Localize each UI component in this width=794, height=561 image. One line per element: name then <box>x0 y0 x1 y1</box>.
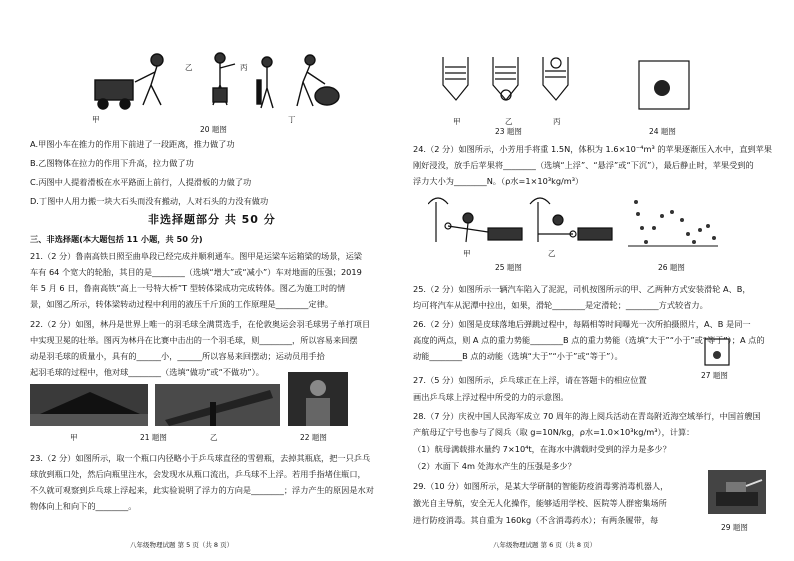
q28-line-2: 产航母辽宁号也参与了阅兵（取 g=10N/kg，ρ水=1.0×10³kg/m³），计算： <box>413 427 695 437</box>
q28-line-3: （1）航母满载排水量约 7×10⁴t，在海水中满载时受到的浮力是多少？ <box>413 444 671 454</box>
q26-line-1: 26.（2 分）如图是皮球落地后弹跳过程中，每隔相等时间曝光一次所拍摄照片，A、B 是同一 <box>413 319 751 329</box>
left-column <box>30 0 385 561</box>
q25-line-1: 25.（2 分）如图所示一辆汽车陷入了泥泥，司机按图所示的甲、乙两种方式安装滑轮 A、B， <box>413 284 751 294</box>
fig29-caption: 29 题图 <box>721 523 748 532</box>
q20-option-d: D.丁图中人用力搬一块大石头而没有搬动，人对石头的力没有做功 <box>30 196 269 206</box>
photo-girder-carrier <box>30 384 148 426</box>
right-column <box>413 0 773 561</box>
q20-option-b: B.乙图物体在拉力的作用下升高，拉力做了功 <box>30 158 194 168</box>
figure-20-illustration <box>85 50 345 120</box>
fig20-label-ding: 丁 <box>288 115 296 124</box>
photo-caption-22: 22 题图 <box>300 433 327 442</box>
fig23-label-yi: 乙 <box>505 117 513 126</box>
fig23-label-jia: 甲 <box>453 117 461 126</box>
photo-label-jia: 甲 <box>70 433 78 442</box>
q21-line-4: 景，如图乙所示，转体梁转动过程中利用的液压千斤顶的工作原理是________定律。 <box>30 299 333 309</box>
q27-line-1: 27.（5 分）如图所示，乒乓球正在上浮，请在答题卡的相应位置 <box>413 375 647 385</box>
section-subtitle: 三、非选择题(本大题包括 11 小题，共 50 分) <box>30 234 203 244</box>
photo-caption-21: 21 题图 <box>140 433 167 442</box>
q24-line-1: 24.（2 分）如图所示，小芳用手将重 1.5N，体积为 1.6×10⁻⁴m³ 的苹果逐渐压入水中，直到苹果 <box>413 144 772 154</box>
figure-23-bottles <box>438 55 588 115</box>
q21-line-1: 21.（2 分）鲁南高铁日照至曲阜段已经完成并顺利通车。图甲是运梁车运箱梁的场景，运梁 <box>30 251 362 261</box>
q25-line-2: 均可将汽车从泥潭中拉出，如果，滑轮________是定滑轮；________方式较省力。 <box>413 300 708 310</box>
fig20-caption: 20 题图 <box>200 125 227 134</box>
section-title: 非选择题部分 共 50 分 <box>148 213 276 226</box>
q20-option-a: A.甲图小车在推力的作用下前进了一段距离，推力做了功 <box>30 139 235 149</box>
q22-line-3: 动是羽毛球的质量小，具有的______小，______所以容易来回摆动；运动员用手拾 <box>30 351 325 361</box>
q28-line-4: （2）水面下 4m 处海水产生的压强是多少？ <box>413 461 576 471</box>
fig20-label-jia: 甲 <box>92 115 100 124</box>
fig25-label-yi: 乙 <box>548 249 556 258</box>
photo-badminton-player <box>288 372 348 426</box>
fig25-label-jia: 甲 <box>463 249 471 258</box>
q20-option-c: C.丙图中人提着滑板在水平路面上前行，人提滑板的力做了功 <box>30 177 252 187</box>
q28-line-1: 28.（7 分）庆祝中国人民海军成立 70 周年的海上阅兵活动在青岛附近海空域举行，中国首艘国 <box>413 411 761 421</box>
q21-line-3: 年 5 月 6 日，鲁南高铁“高上一号特大桥”T 型转体梁成功完成转体。图乙为施工时的情 <box>30 283 346 293</box>
fig23-label-bing: 丙 <box>553 117 561 126</box>
fig27-caption: 27 题图 <box>701 371 728 380</box>
q24-line-2: 刚好浸没，放手后苹果将________（选填“上浮”、“悬浮”或“下沉”），最后静止时，苹果受到的 <box>413 160 754 170</box>
q22-line-4: 起羽毛球的过程中，他对球________（选填“做功”或“不做功”）。 <box>30 367 264 377</box>
q23-line-2: 球放到瓶口处，然后向瓶里注水，会发现水从瓶口流出，乒乓球不上浮。若用手指堵住瓶口， <box>30 469 366 479</box>
q29-line-1: 29.（10 分）如图所示，是某大学研制的智能防疫消毒雾消毒机器人， <box>413 481 669 491</box>
fig25-caption: 25 题图 <box>495 263 522 272</box>
fig20-label-bing: 丙 <box>240 63 248 72</box>
q23-line-4: 物体向上和向下的________。 <box>30 501 137 511</box>
figure-27-beaker <box>703 337 731 367</box>
right-footer: 八年级物理试题 第 6 页（共 8 页） <box>493 541 597 549</box>
left-footer: 八年级物理试题 第 5 页（共 8 页） <box>130 541 234 549</box>
photo-label-yi: 乙 <box>210 433 218 442</box>
q26-line-3: 动能________B 点的动能（选填“大于”“小于”或“等于”）。 <box>413 351 623 361</box>
fig23-caption: 23 题图 <box>495 127 522 136</box>
figure-25-pulleys <box>428 192 618 247</box>
q29-line-2: 激光自主导航，安全无人化操作，能够适用学校、医院等人群密集场所 <box>413 498 667 508</box>
fig26-caption: 26 题图 <box>658 263 685 272</box>
photo-disinfection-robot <box>708 470 766 514</box>
q29-line-3: 进行防疫消毒。其自重为 160kg（不含消毒药水）；有两条履带，每 <box>413 515 659 525</box>
fig24-caption: 24 题图 <box>649 127 676 136</box>
q23-line-1: 23.（2 分）如图所示，取一个瓶口内径略小于乒乓球直径的雪碧瓶，去掉其瓶底，把一只乒乓 <box>30 453 371 463</box>
q22-line-2: 中实现卫冕的壮举。图丙为林丹在比赛中击出的一个羽毛球，则________，所以容易来回摆 <box>30 335 358 345</box>
q26-line-2: 高度的两点，则 A 点的重力势能________B 点的重力势能（选填“大于”“小于”或“等于”）；A 点的 <box>413 335 765 345</box>
q23-line-3: 不久就可观察到乒乓球上浮起来，此实验说明了浮力的方向是________；浮力产生的原因是水对 <box>30 485 374 495</box>
fig20-label-yi: 乙 <box>185 63 193 72</box>
q22-line-1: 22.（2 分）如图，林丹是世界上唯一的羽毛球全满贯选手，在伦敦奥运会羽毛球男子单打项目 <box>30 319 371 329</box>
figure-26-bouncing-ball <box>628 194 718 254</box>
q21-line-2: 车有 64 个宽大的轮胎，其目的是________（选填“增大”或“减小”）车对地面的压强；2019 <box>30 267 362 277</box>
q24-line-3: 浮力大小为________N。（ρ水=1×10³kg/m³） <box>413 176 584 186</box>
q27-line-2: 画出乒乓球上浮过程中所受的力的示意图。 <box>413 392 569 402</box>
photo-bridge-rotation <box>155 384 280 426</box>
figure-24-apple-in-water <box>638 60 690 110</box>
